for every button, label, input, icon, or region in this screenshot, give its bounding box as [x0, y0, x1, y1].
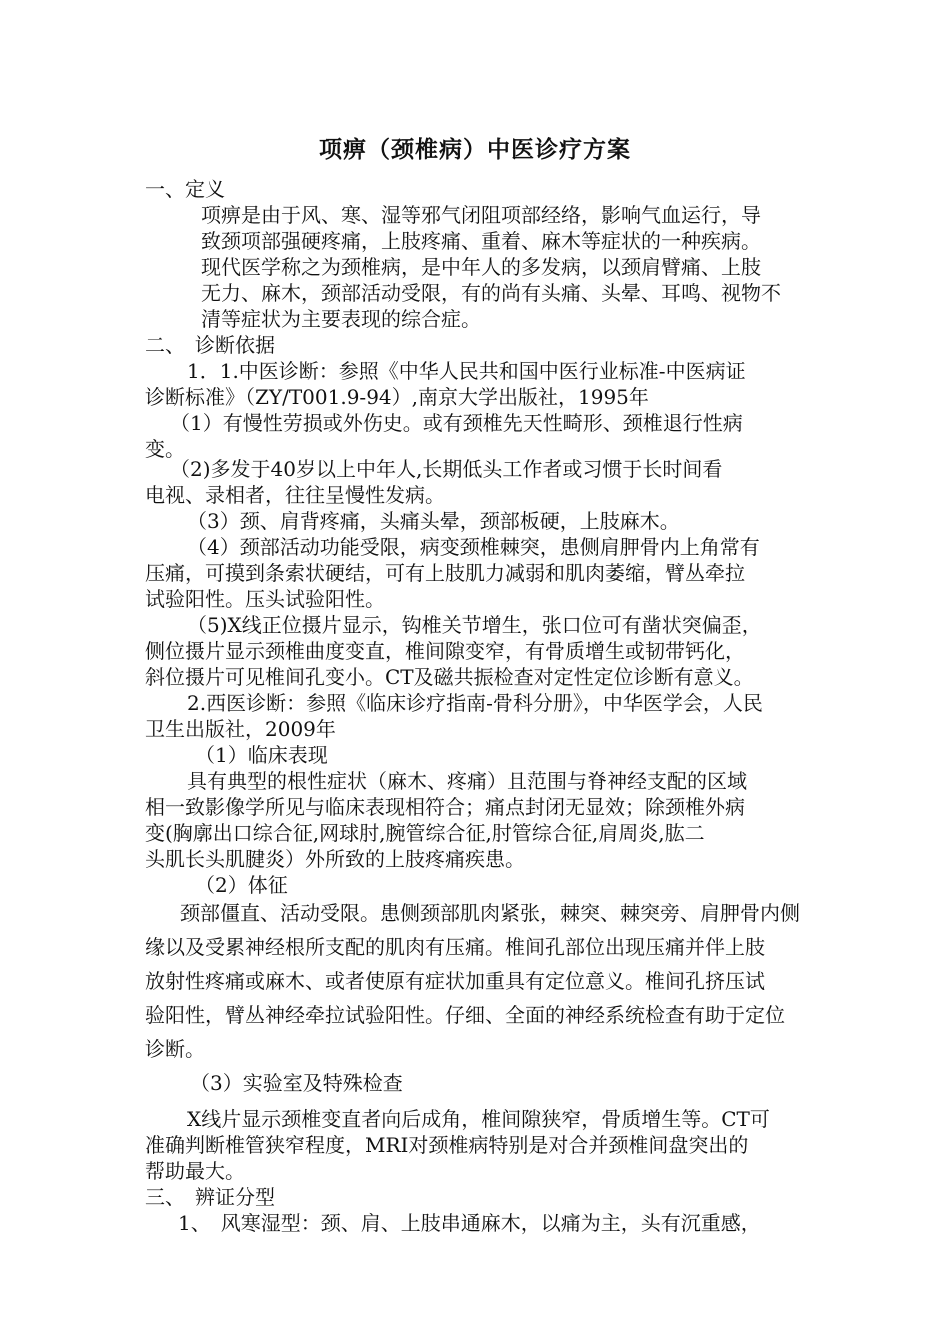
- subsection-heading: （1）临床表现: [195, 743, 328, 767]
- paragraph-line: 无力、麻木，颈部活动受限，有的尚有头痛、头晕、耳鸣、视物不: [201, 281, 781, 305]
- paragraph-line: 1、 风寒湿型：颈、肩、上肢串通麻木，以痛为主，头有沉重感，: [178, 1211, 761, 1235]
- paragraph-line: 放射性疼痛或麻木、或者使原有症状加重具有定位意义。椎间孔挤压试: [145, 969, 765, 993]
- paragraph-line: 准确判断椎管狭窄程度，MRI对颈椎病特别是对合并颈椎间盘突出的: [145, 1133, 749, 1157]
- section-heading-definition: 一、定义: [145, 177, 225, 201]
- paragraph-line: 诊断标准》（ZY/T001.9-94）,南京大学出版社，1995年: [145, 385, 649, 409]
- paragraph-line: 头肌长头肌腱炎）外所致的上肢疼痛疾患。: [145, 847, 525, 871]
- page-title: 项痹（颈椎病）中医诊疗方案: [319, 136, 631, 163]
- paragraph-line: 相一致影像学所见与临床表现相符合；痛点封闭无显效；除颈椎外病: [145, 795, 745, 819]
- paragraph-line: 帮助最大。: [145, 1159, 245, 1183]
- paragraph-line: 现代医学称之为颈椎病，是中年人的多发病，以颈肩臂痛、上肢: [201, 255, 761, 279]
- paragraph-line: 斜位摄片可见椎间孔变小。CT及磁共振检查对定性定位诊断有意义。: [145, 665, 754, 689]
- section-heading-diagnosis: 二、 诊断依据: [145, 333, 275, 357]
- subsection-heading: （2）体征: [195, 873, 288, 897]
- paragraph-line: 变(胸廓出口综合征,网球肘,腕管综合征,肘管综合征,肩周炎,肱二: [145, 821, 705, 845]
- paragraph-line: 2.西医诊断：参照《临床诊疗指南-骨科分册》，中华医学会，人民: [187, 691, 763, 715]
- paragraph-line: 侧位摄片显示颈椎曲度变直，椎间隙变窄，有骨质增生或韧带钙化，: [145, 639, 745, 663]
- paragraph-line: （1）有慢性劳损或外伤史。或有颈椎先天性畸形、颈椎退行性病: [170, 411, 743, 435]
- paragraph-line: 缘以及受累神经根所支配的肌肉有压痛。椎间孔部位出现压痛并伴上肢: [145, 935, 765, 959]
- paragraph-line: 试验阳性。压头试验阳性。: [145, 587, 385, 611]
- paragraph-line: 清等症状为主要表现的综合症。: [201, 307, 481, 331]
- paragraph-line: 致颈项部强硬疼痛，上肢疼痛、重着、麻木等症状的一种疾病。: [201, 229, 761, 253]
- paragraph-line: X线片显示颈椎变直者向后成角，椎间隙狭窄，骨质增生等。CT可: [187, 1107, 770, 1131]
- paragraph-line: （5)X线正位摄片显示，钩椎关节增生，张口位可有凿状突偏歪，: [187, 613, 762, 637]
- subsection-heading: （3）实验室及特殊检查: [190, 1071, 403, 1095]
- paragraph-line: 项痹是由于风、寒、湿等邪气闭阻项部经络，影响气血运行，导: [201, 203, 761, 227]
- section-heading-syndrome-types: 三、 辨证分型: [145, 1185, 275, 1209]
- paragraph-line: （2)多发于40岁以上中年人,长期低头工作者或习惯于长时间看: [170, 457, 723, 481]
- paragraph-line: 压痛，可摸到条索状硬结，可有上肢肌力减弱和肌肉萎缩，臂丛牵拉: [145, 561, 745, 585]
- paragraph-line: （3）颈、肩背疼痛，头痛头晕，颈部板硬，上肢麻木。: [187, 509, 680, 533]
- paragraph-line: 诊断。: [145, 1037, 205, 1061]
- paragraph-line: 验阳性，臂丛神经牵拉试验阳性。仔细、全面的神经系统检查有助于定位: [145, 1003, 785, 1027]
- paragraph-line: 卫生出版社，2009年: [145, 717, 336, 741]
- paragraph-line: 具有典型的根性症状（麻木、疼痛）且范围与脊神经支配的区域: [187, 769, 747, 793]
- paragraph-line: 颈部僵直、活动受限。患侧颈部肌肉紧张，棘突、棘突旁、肩胛骨内侧: [180, 901, 800, 925]
- paragraph-line: 变。: [145, 437, 185, 461]
- paragraph-line: 1．1.中医诊断：参照《中华人民共和国中医行业标准-中医病证: [187, 359, 746, 383]
- paragraph-line: （4）颈部活动功能受限，病变颈椎棘突，患侧肩胛骨内上角常有: [187, 535, 760, 559]
- paragraph-line: 电视、录相者，往往呈慢性发病。: [145, 483, 445, 507]
